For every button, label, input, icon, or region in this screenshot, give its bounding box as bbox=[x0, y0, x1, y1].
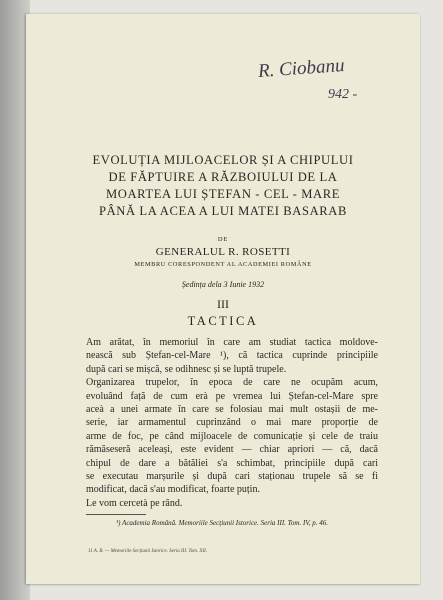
body-text bbox=[86, 336, 378, 510]
paragraph-line: arme de foc, pe când mijloacele de comunicație și cele de traiu bbox=[86, 430, 378, 442]
handwritten-number: 942 - bbox=[328, 87, 358, 102]
paragraph-line: chipul de dare a bătăliei s'a schimbat, principiile după cari bbox=[86, 457, 378, 469]
session-date: Ședința dela 3 Iunie 1932 bbox=[181, 280, 265, 289]
paragraph-line: Le vom cercetà pe rând. bbox=[86, 497, 183, 509]
title-line: DE FĂPTUIRE A RĂZBOIULUI DE LA bbox=[108, 170, 338, 184]
paragraph-line: aceà a unei armate în care se folosiau mai mult ostașii de me- bbox=[86, 404, 378, 416]
paragraph-line: evoluând față de cum erà pe vremea lui Ștefan-cel-Mare spre bbox=[86, 390, 378, 402]
author-membership: MEMBRU CORESPONDENT AL ACADEMIEI ROMÂNE bbox=[134, 261, 312, 268]
footnote: ¹) Academia Română. Memoriile Secțiunii Istorice. Seria III. Tom. IV, p. 46. bbox=[116, 519, 328, 527]
by-label: DE bbox=[217, 236, 229, 243]
paragraph-line: serie, iar armamentul cuprinzând o mai mare proporție de bbox=[86, 417, 378, 429]
title-line: MOARTEA LUI ȘTEFAN - CEL - MARE bbox=[105, 187, 341, 201]
document-page bbox=[26, 14, 420, 584]
paragraph-line: Organizarea trupelor, în epoca de care ne ocupăm acum, bbox=[86, 377, 378, 389]
author-name: GENERALUL R. ROSETTI bbox=[155, 246, 291, 258]
chapter-number: III bbox=[217, 297, 229, 311]
page-footer: 11 A. R. — Memoriile Secțiunii Istorice. Seria III. Tom. XII. bbox=[88, 549, 208, 554]
document-title bbox=[26, 152, 420, 220]
paragraph-line: după cari se mișcă, se odihnesc și se luptă trupele. bbox=[86, 363, 287, 375]
paragraph-line: modificat, dacă s'au modificat, foarte puțin. bbox=[86, 484, 260, 496]
paragraph-line: nească sub Ștefan-cel-Mare ¹), că tactica cuprinde principiile bbox=[86, 350, 378, 362]
footnote-divider bbox=[86, 514, 146, 515]
title-line: PÂNĂ LA ACEA A LUI MATEI BASARAB bbox=[98, 204, 347, 218]
paragraph-line: se executau marșurile și după cari staționau trupele să se fi bbox=[86, 471, 378, 483]
handwritten-signature: R. Ciobanu bbox=[257, 55, 346, 82]
section-heading: TACTICA bbox=[187, 314, 259, 328]
title-line: EVOLUȚIA MIJLOACELOR ȘI A CHIPULUI bbox=[92, 153, 354, 167]
paragraph-line: rămăseseră aceleași, este evident — chiar apriori — că, dacă bbox=[86, 444, 378, 456]
paragraph-line: Am arătat, în memoriul în care am studiat tactica moldove- bbox=[86, 337, 378, 348]
